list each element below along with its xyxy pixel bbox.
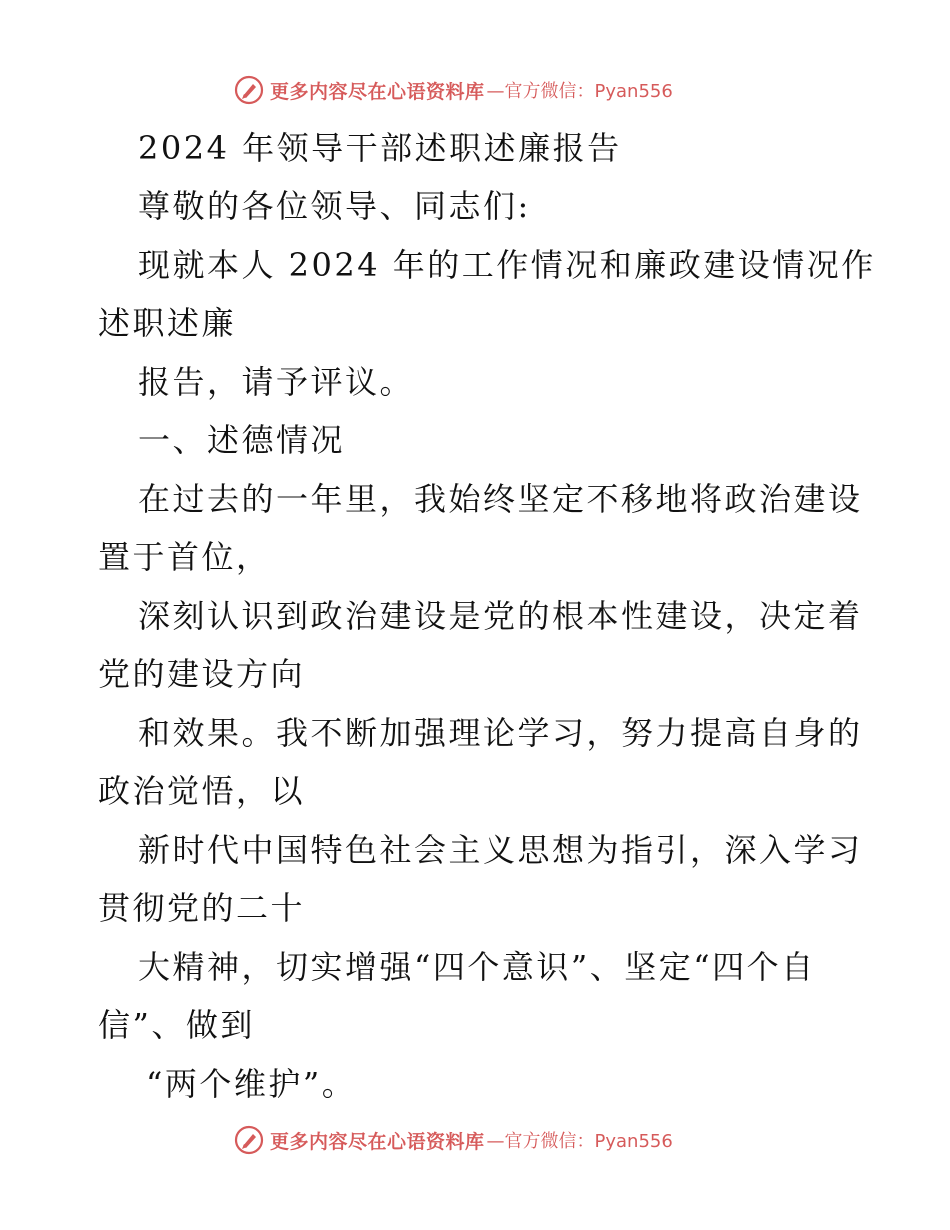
body-line: “两个维护”。	[146, 1065, 357, 1103]
body-line: 党的建设方向	[98, 655, 306, 693]
body-line: 置于首位，	[98, 538, 271, 576]
watermark-text: 更多内容尽在心语资料库	[270, 1130, 485, 1153]
body-line: 报告，请予评议。	[138, 363, 415, 401]
watermark-wechat: —官方微信：Pyan556	[486, 1131, 673, 1152]
body-line: 贯彻党的二十	[98, 889, 306, 927]
footer-watermark	[234, 1123, 673, 1157]
pen-nib-logo-icon	[234, 1125, 264, 1155]
header-watermark	[234, 73, 673, 107]
body-line: 深刻认识到政治建设是党的根本性建设，决定着	[138, 597, 863, 635]
body-line: 新时代中国特色社会主义思想为指引，深入学习	[138, 831, 863, 869]
pen-nib-logo-icon	[234, 75, 264, 105]
body-line: 大精神，切实增强“四个意识”、坚定“四个自	[138, 948, 816, 986]
body-line: 在过去的一年里，我始终坚定不移地将政治建设	[138, 480, 863, 518]
report-title: 2024 年领导干部述职述廉报告	[138, 129, 622, 167]
watermark-wechat: —官方微信：Pyan556	[486, 81, 673, 102]
body-line: 述职述廉	[98, 304, 237, 342]
salutation: 尊敬的各位领导、同志们:	[138, 187, 531, 225]
section-heading: 一、述德情况	[138, 421, 346, 459]
body-line: 信”、做到	[98, 1006, 255, 1044]
body-line: 政治觉悟，以	[98, 772, 306, 810]
body-line: 和效果。我不断加强理论学习，努力提高自身的	[138, 714, 863, 752]
watermark-text: 更多内容尽在心语资料库	[270, 80, 485, 103]
body-line: 现就本人 2024 年的工作情况和廉政建设情况作	[138, 246, 876, 284]
